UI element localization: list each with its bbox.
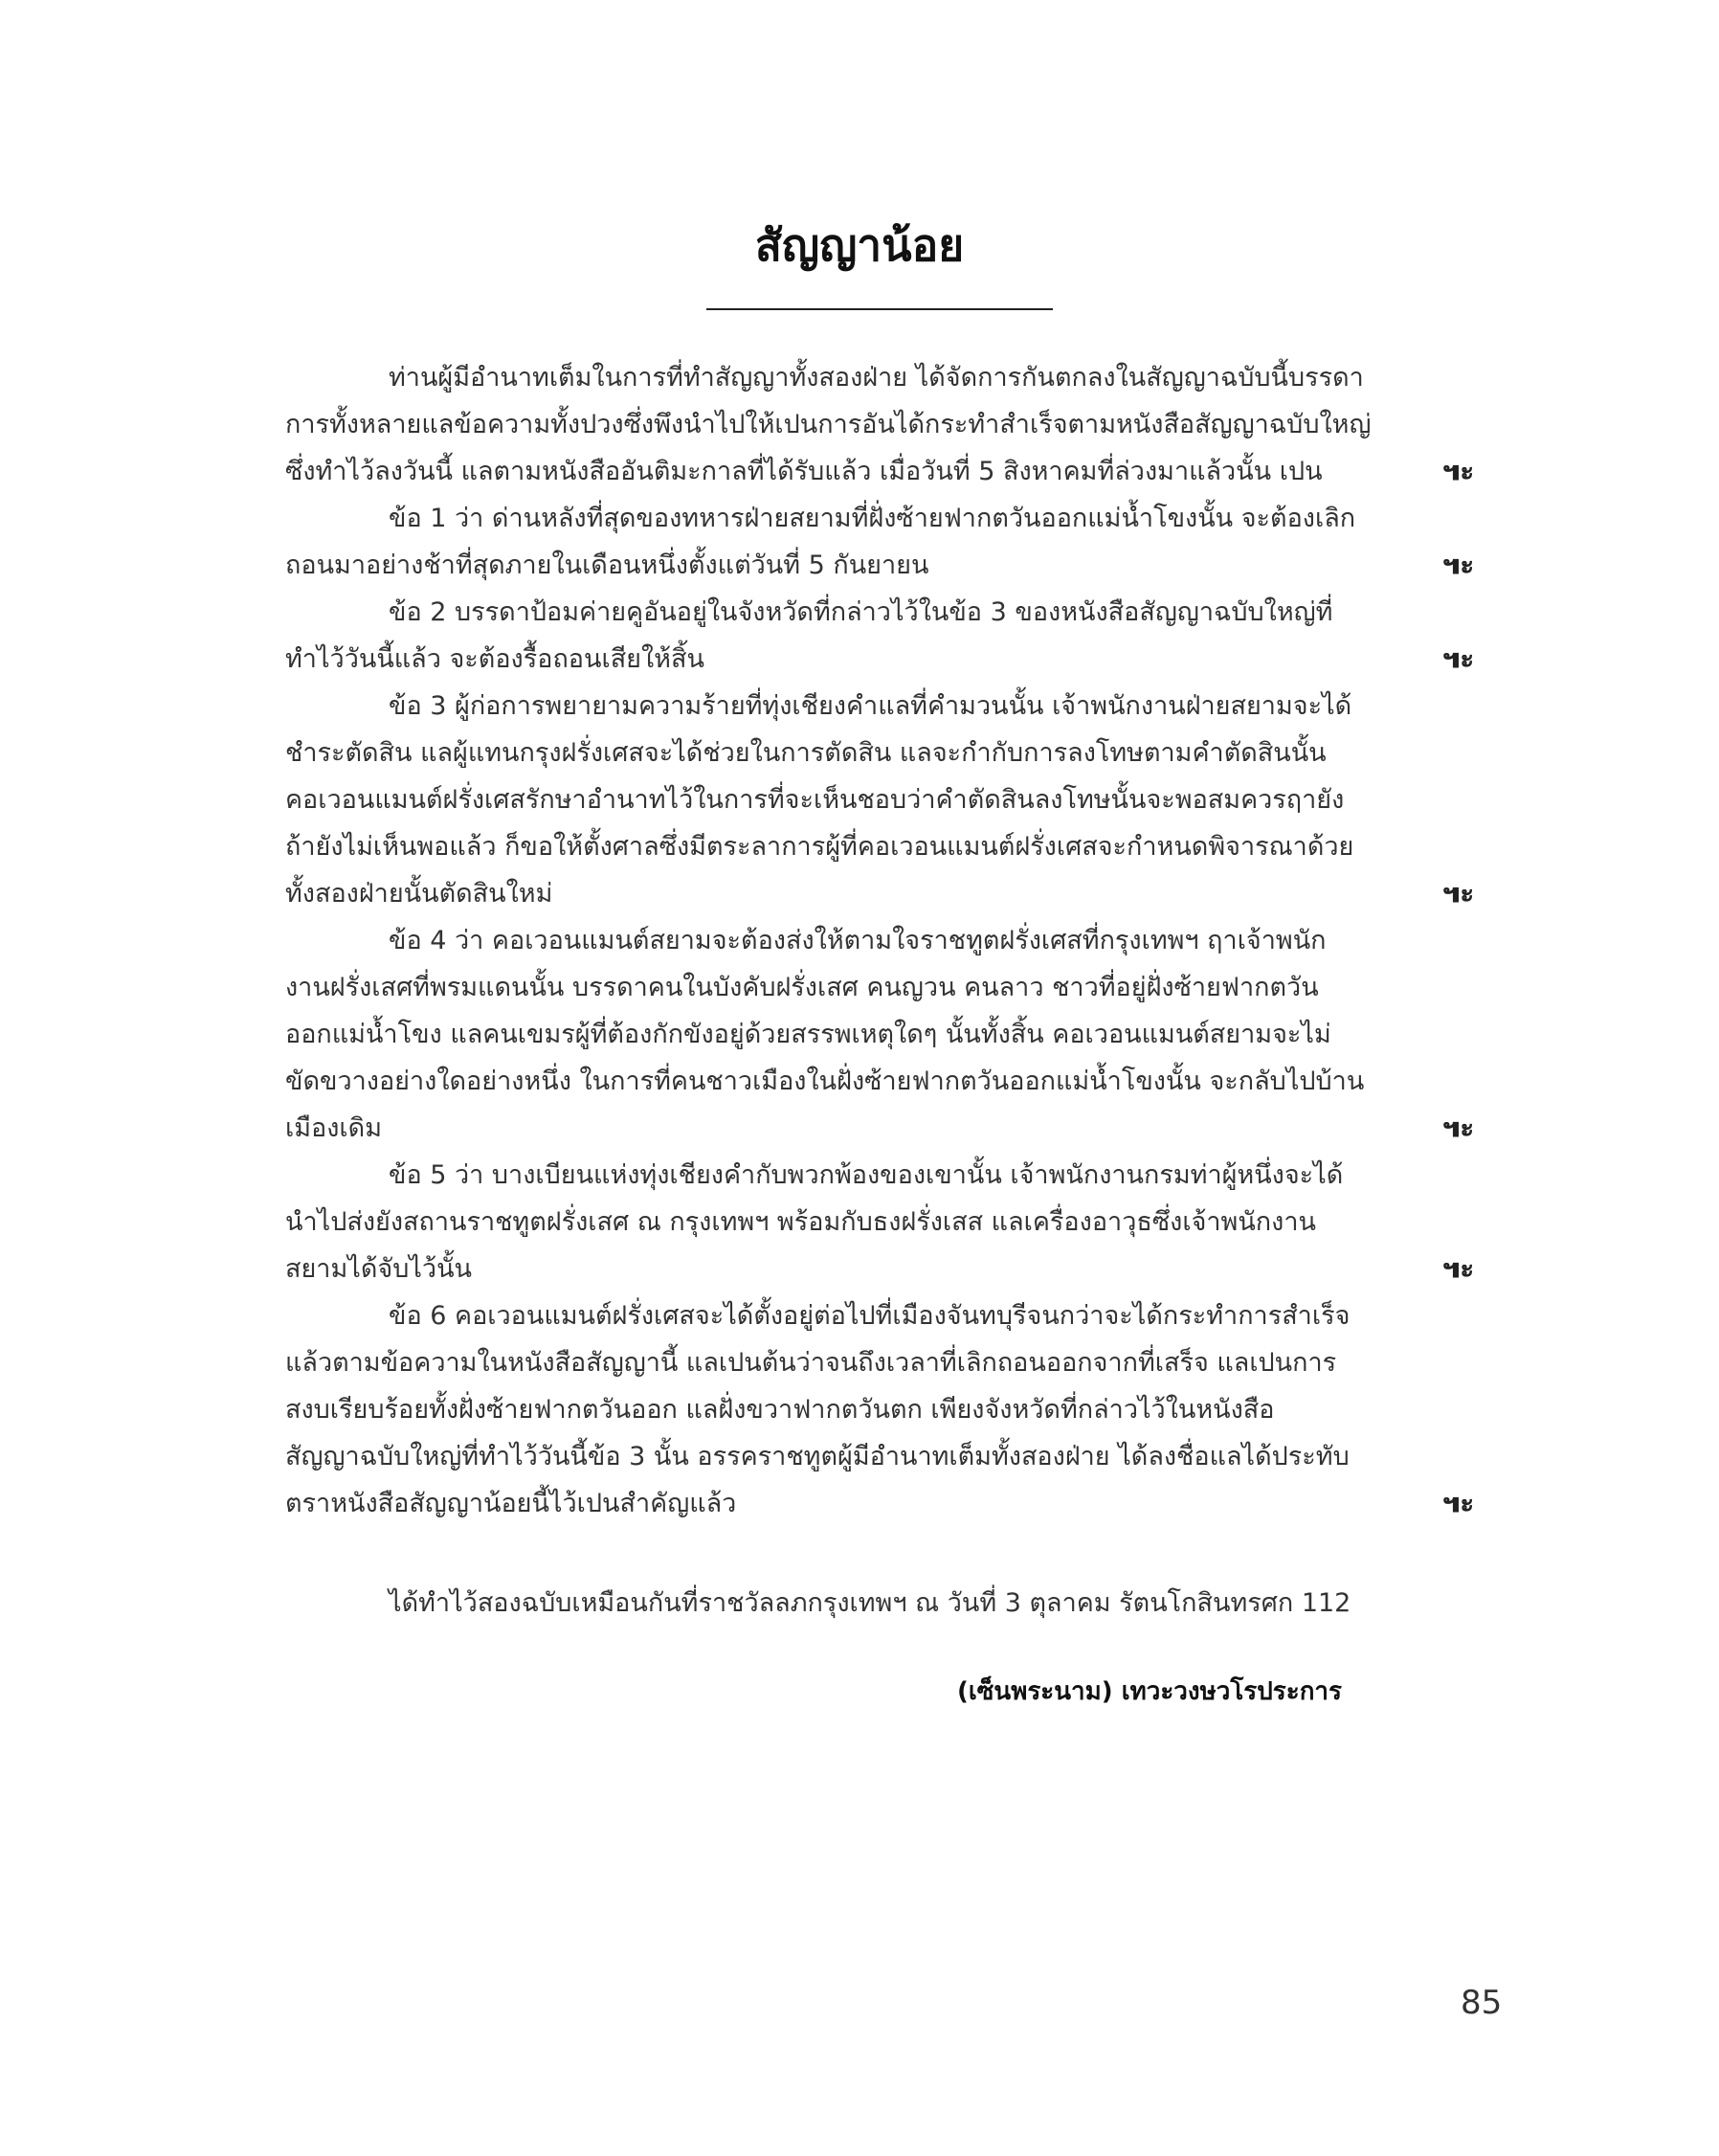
paragraph-end-mark: ๚ะ (1442, 879, 1474, 909)
title-underline (706, 308, 1053, 310)
text-line: ทำไว้วันนี้แล้ว จะต้องรื้อถอนเสียให้สิ้น (285, 644, 704, 674)
signature-line: (เซ็นพระนาม) เทวะวงษวโรประการ (957, 1677, 1342, 1706)
page-title: สัญญาน้อย (754, 219, 965, 271)
paragraph-end-mark: ๚ะ (1442, 1113, 1474, 1143)
paragraph-end-mark: ๚ะ (1442, 1489, 1474, 1518)
text-line: แล้วตามข้อความในหนังสือสัญญานี้ แลเปนต้นว่าจนถึงเวลาที่เลิกถอนออกจากที่เสร็จ แลเปนการ (285, 1348, 1337, 1378)
paragraph-article-5 (285, 1152, 1474, 1292)
paragraph-end-mark: ๚ะ (1442, 457, 1474, 486)
paragraph-end-mark: ๚ะ (1442, 550, 1474, 580)
paragraph-preamble (285, 354, 1474, 495)
closing-statement: ได้ทำไว้สองฉบับเหมือนกันที่ราชวัลลภกรุงเทพฯ ณ วันที่ 3 ตุลาคม รัตนโกสินทรศก 112 (389, 1588, 1351, 1618)
text-line: ตราหนังสือสัญญาน้อยนี้ไว้เปนสำคัญแล้ว (285, 1489, 737, 1518)
text-line: ถ้ายังไม่เห็นพอแล้ว ก็ขอให้ตั้งศาลซึ่งมีตระลาการผู้ที่คอเวอนแมนต์ฝรั่งเศสจะกำหนดพิจารณาด้วย (285, 832, 1354, 862)
text-line: ชำระตัดสิน แลผู้แทนกรุงฝรั่งเศสจะได้ช่วยในการตัดสิน แลจะกำกับการลงโทษตามคำตัดสินนั้น (285, 738, 1327, 768)
text-line: สงบเรียบร้อยทั้งฝั่งซ้ายฟากตวันออก แลฝั่งขวาฟากตวันตก เพียงจังหวัดที่กล่าวไว้ในหนังสือ (285, 1395, 1275, 1425)
text-line: นำไปส่งยังสถานราชทูตฝรั่งเสศ ณ กรุงเทพฯ พร้อมกับธงฝรั่งเสส แลเครื่องอาวุธซึ่งเจ้าพนักงาน (285, 1207, 1316, 1237)
document-body (285, 354, 1474, 1527)
text-line: ออกแม่น้ำโขง แลคนเขมรผู้ที่ต้องกักขังอยู่ด้วยสรรพเหตุใดๆ นั้นทั้งสิ้น คอเวอนแมนต์สยามจะไม่ (285, 1020, 1331, 1049)
text-line: ขัดขวางอย่างใดอย่างหนึ่ง ในการที่คนชาวเมืองในฝั่งซ้ายฟากตวันออกแม่น้ำโขงนั้น จะกลับไปบ้าน (285, 1067, 1365, 1096)
page-number: 85 (1461, 1984, 1503, 2022)
text-line: ถอนมาอย่างช้าที่สุดภายในเดือนหนึ่งตั้งแต่วันที่ 5 กันยายน (285, 550, 929, 580)
paragraph-end-mark: ๚ะ (1442, 644, 1474, 674)
paragraph-article-3 (285, 683, 1474, 917)
text-line: ทั้งสองฝ่ายนั้นตัดสินใหม่ (285, 879, 553, 909)
paragraph-article-1 (285, 495, 1474, 589)
text-line: ข้อ 4 ว่า คอเวอนแมนต์สยามจะต้องส่งให้ตามใจราชทูตฝรั่งเศสที่กรุงเทพฯ ฤาเจ้าพนัก (389, 926, 1327, 955)
text-line: สัญญาฉบับใหญ่ที่ทำไว้วันนี้ข้อ 3 นั้น อรรคราชทูตผู้มีอำนาทเต็มทั้งสองฝ่าย ได้ลงชื่อแลได้ประทับ (285, 1442, 1350, 1471)
text-line: สยามได้จับไว้นั้น (285, 1254, 472, 1284)
paragraph-article-2 (285, 589, 1474, 683)
text-line: ข้อ 2 บรรดาป้อมค่ายคูอันอยู่ในจังหวัดที่กล่าวไว้ในข้อ 3 ของหนังสือสัญญาฉบับใหญ่ที่ (389, 597, 1333, 627)
paragraph-article-4 (285, 917, 1474, 1152)
paragraph-article-6 (285, 1292, 1474, 1527)
text-line: ข้อ 5 ว่า บางเบียนแห่งทุ่งเชียงคำกับพวกพ้องของเขานั้น เจ้าพนักงานกรมท่าผู้หนึ่งจะได้ (389, 1160, 1344, 1190)
text-line: เมืองเดิม (285, 1113, 382, 1143)
paragraph-end-mark: ๚ะ (1442, 1254, 1474, 1284)
text-line: คอเวอนแมนต์ฝรั่งเศสรักษาอำนาทไว้ในการที่จะเห็นชอบว่าคำตัดสินลงโทษนั้นจะพอสมควรฤายัง (285, 785, 1345, 815)
text-line: ท่านผู้มีอำนาทเต็มในการที่ทำสัญญาทั้งสองฝ่าย ได้จัดการกันตกลงในสัญญาฉบับนี้บรรดา (389, 363, 1364, 393)
text-line: งานฝรั่งเสศที่พรมแดนนั้น บรรดาคนในบังคับฝรั่งเสศ คนญวน คนลาว ชาวที่อยู่ฝั่งซ้ายฟากตวัน (285, 973, 1319, 1002)
text-line: การทั้งหลายแลข้อความทั้งปวงซึ่งพึงนำไปให้เปนการอันได้กระทำสำเร็จตามหนังสือสัญญาฉบับใหญ่ (285, 410, 1372, 439)
text-line: ข้อ 3 ผู้ก่อการพยายามความร้ายที่ทุ่งเชียงคำแลที่คำมวนนั้น เจ้าพนักงานฝ่ายสยามจะได้ (389, 691, 1352, 721)
text-line: ข้อ 1 ว่า ด่านหลังที่สุดของทหารฝ่ายสยามที่ฝั่งซ้ายฟากตวันออกแม่น้ำโขงนั้น จะต้องเลิก (389, 504, 1356, 533)
text-line: ซึ่งทำไว้ลงวันนี้ แลตามหนังสืออันติมะกาลที่ได้รับแล้ว เมื่อวันที่ 5 สิงหาคมที่ล่วงมาแล้วนั้น เปน (285, 457, 1323, 486)
text-line: ข้อ 6 คอเวอนแมนต์ฝรั่งเศสจะได้ตั้งอยู่ต่อไปที่เมืองจันทบุรีจนกว่าจะได้กระทำการสำเร็จ (389, 1301, 1351, 1331)
